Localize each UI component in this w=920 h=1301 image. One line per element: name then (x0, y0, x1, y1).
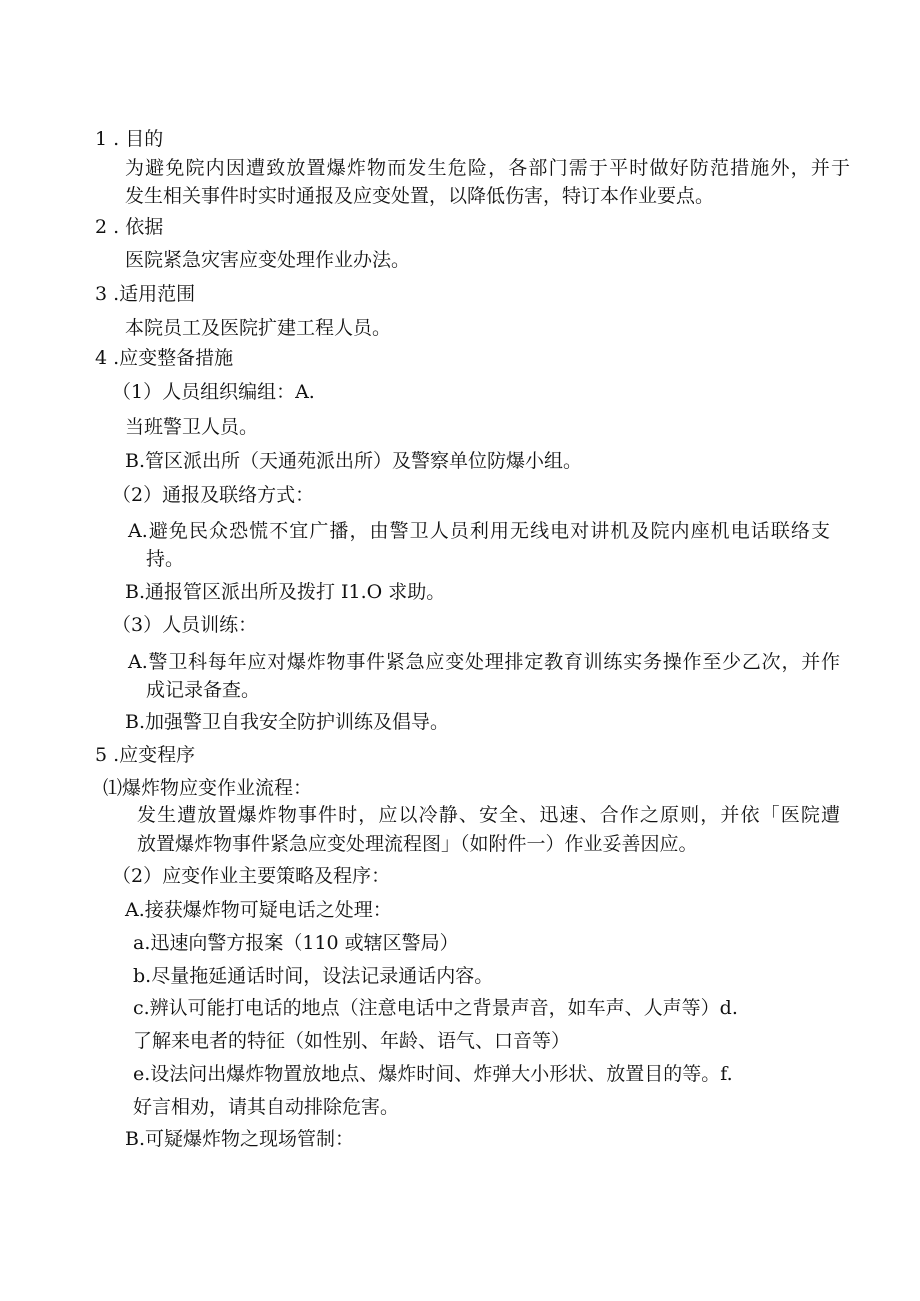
subsection-heading: ⑴爆炸物应变作业流程： (103, 777, 313, 799)
subsection-heading: （2）应变作业主要策略及程序： (112, 865, 391, 887)
list-item: 当班警卫人员。 (125, 416, 259, 438)
section-heading-preparedness: 4 .应变整备措施 (95, 347, 234, 369)
list-item: 了解来电者的特征（如性别、年龄、语气、口音等） (133, 1030, 571, 1052)
paragraph-line: 医院紧急灾害应变处理作业办法。 (125, 249, 411, 271)
subsection-heading: （3）人员训练： (112, 614, 258, 636)
section-heading-procedure: 5 .应变程序 (95, 744, 196, 766)
paragraph-line: 本院员工及医院扩建工程人员。 (125, 317, 392, 339)
subsection-heading: （2）通报及联络方式： (112, 484, 315, 506)
list-item: B.管区派出所（天通苑派出所）及警察单位防爆小组。 (125, 450, 583, 472)
list-item: A.警卫科每年应对爆炸物事件紧急应变处理排定教育训练实务操作至少乙次，并作 (128, 651, 840, 673)
paragraph-line: 发生相关事件时实时通报及应变处置，以降低伤害，特订本作业要点。 (125, 185, 715, 207)
subsection-heading: （1）人员组织编组：A. (112, 381, 315, 403)
section-heading-scope: 3 .适用范围 (95, 283, 196, 305)
list-item-continuation: 持。 (146, 548, 185, 570)
list-item: B.可疑爆炸物之现场管制： (125, 1128, 355, 1150)
list-item: e.设法问出爆炸物置放地点、爆炸时间、炸弹大小形状、放置目的等。f. (133, 1063, 733, 1085)
section-heading-purpose: 1 . 目的 (95, 128, 164, 150)
list-item: A.避免民众恐慌不宜广播，由警卫人员利用无线电对讲机及院内座机电话联络支 (128, 520, 830, 542)
list-item: B.加强警卫自我安全防护训练及倡导。 (125, 711, 450, 733)
list-item: b.尽量拖延通话时间，设法记录通话内容。 (133, 965, 494, 987)
list-item-continuation: 成记录备查。 (146, 679, 261, 701)
list-item: A.接获爆炸物可疑电话之处理： (125, 899, 392, 921)
list-item: c.辨认可能打电话的地点（注意电话中之背景声音，如车声、人声等）d. (133, 997, 738, 1019)
paragraph-line: 放置爆炸物事件紧急应变处理流程图」（如附件一）作业妥善因应。 (137, 833, 698, 855)
list-item: B.通报管区派出所及拨打 I1.O 求助。 (125, 581, 446, 603)
section-heading-basis: 2 . 依据 (95, 216, 164, 238)
paragraph-line: 发生遭放置爆炸物事件时，应以冷静、安全、迅速、合作之原则，并依「医院遭 (137, 804, 840, 826)
list-item: a.迅速向警方报案（110 或辖区警局） (133, 932, 459, 954)
list-item: 好言相劝，请其自动排除危害。 (133, 1096, 400, 1118)
paragraph-line: 为避免院内因遭致放置爆炸物而发生危险，各部门需于平时做好防范措施外，并于 (125, 157, 850, 179)
